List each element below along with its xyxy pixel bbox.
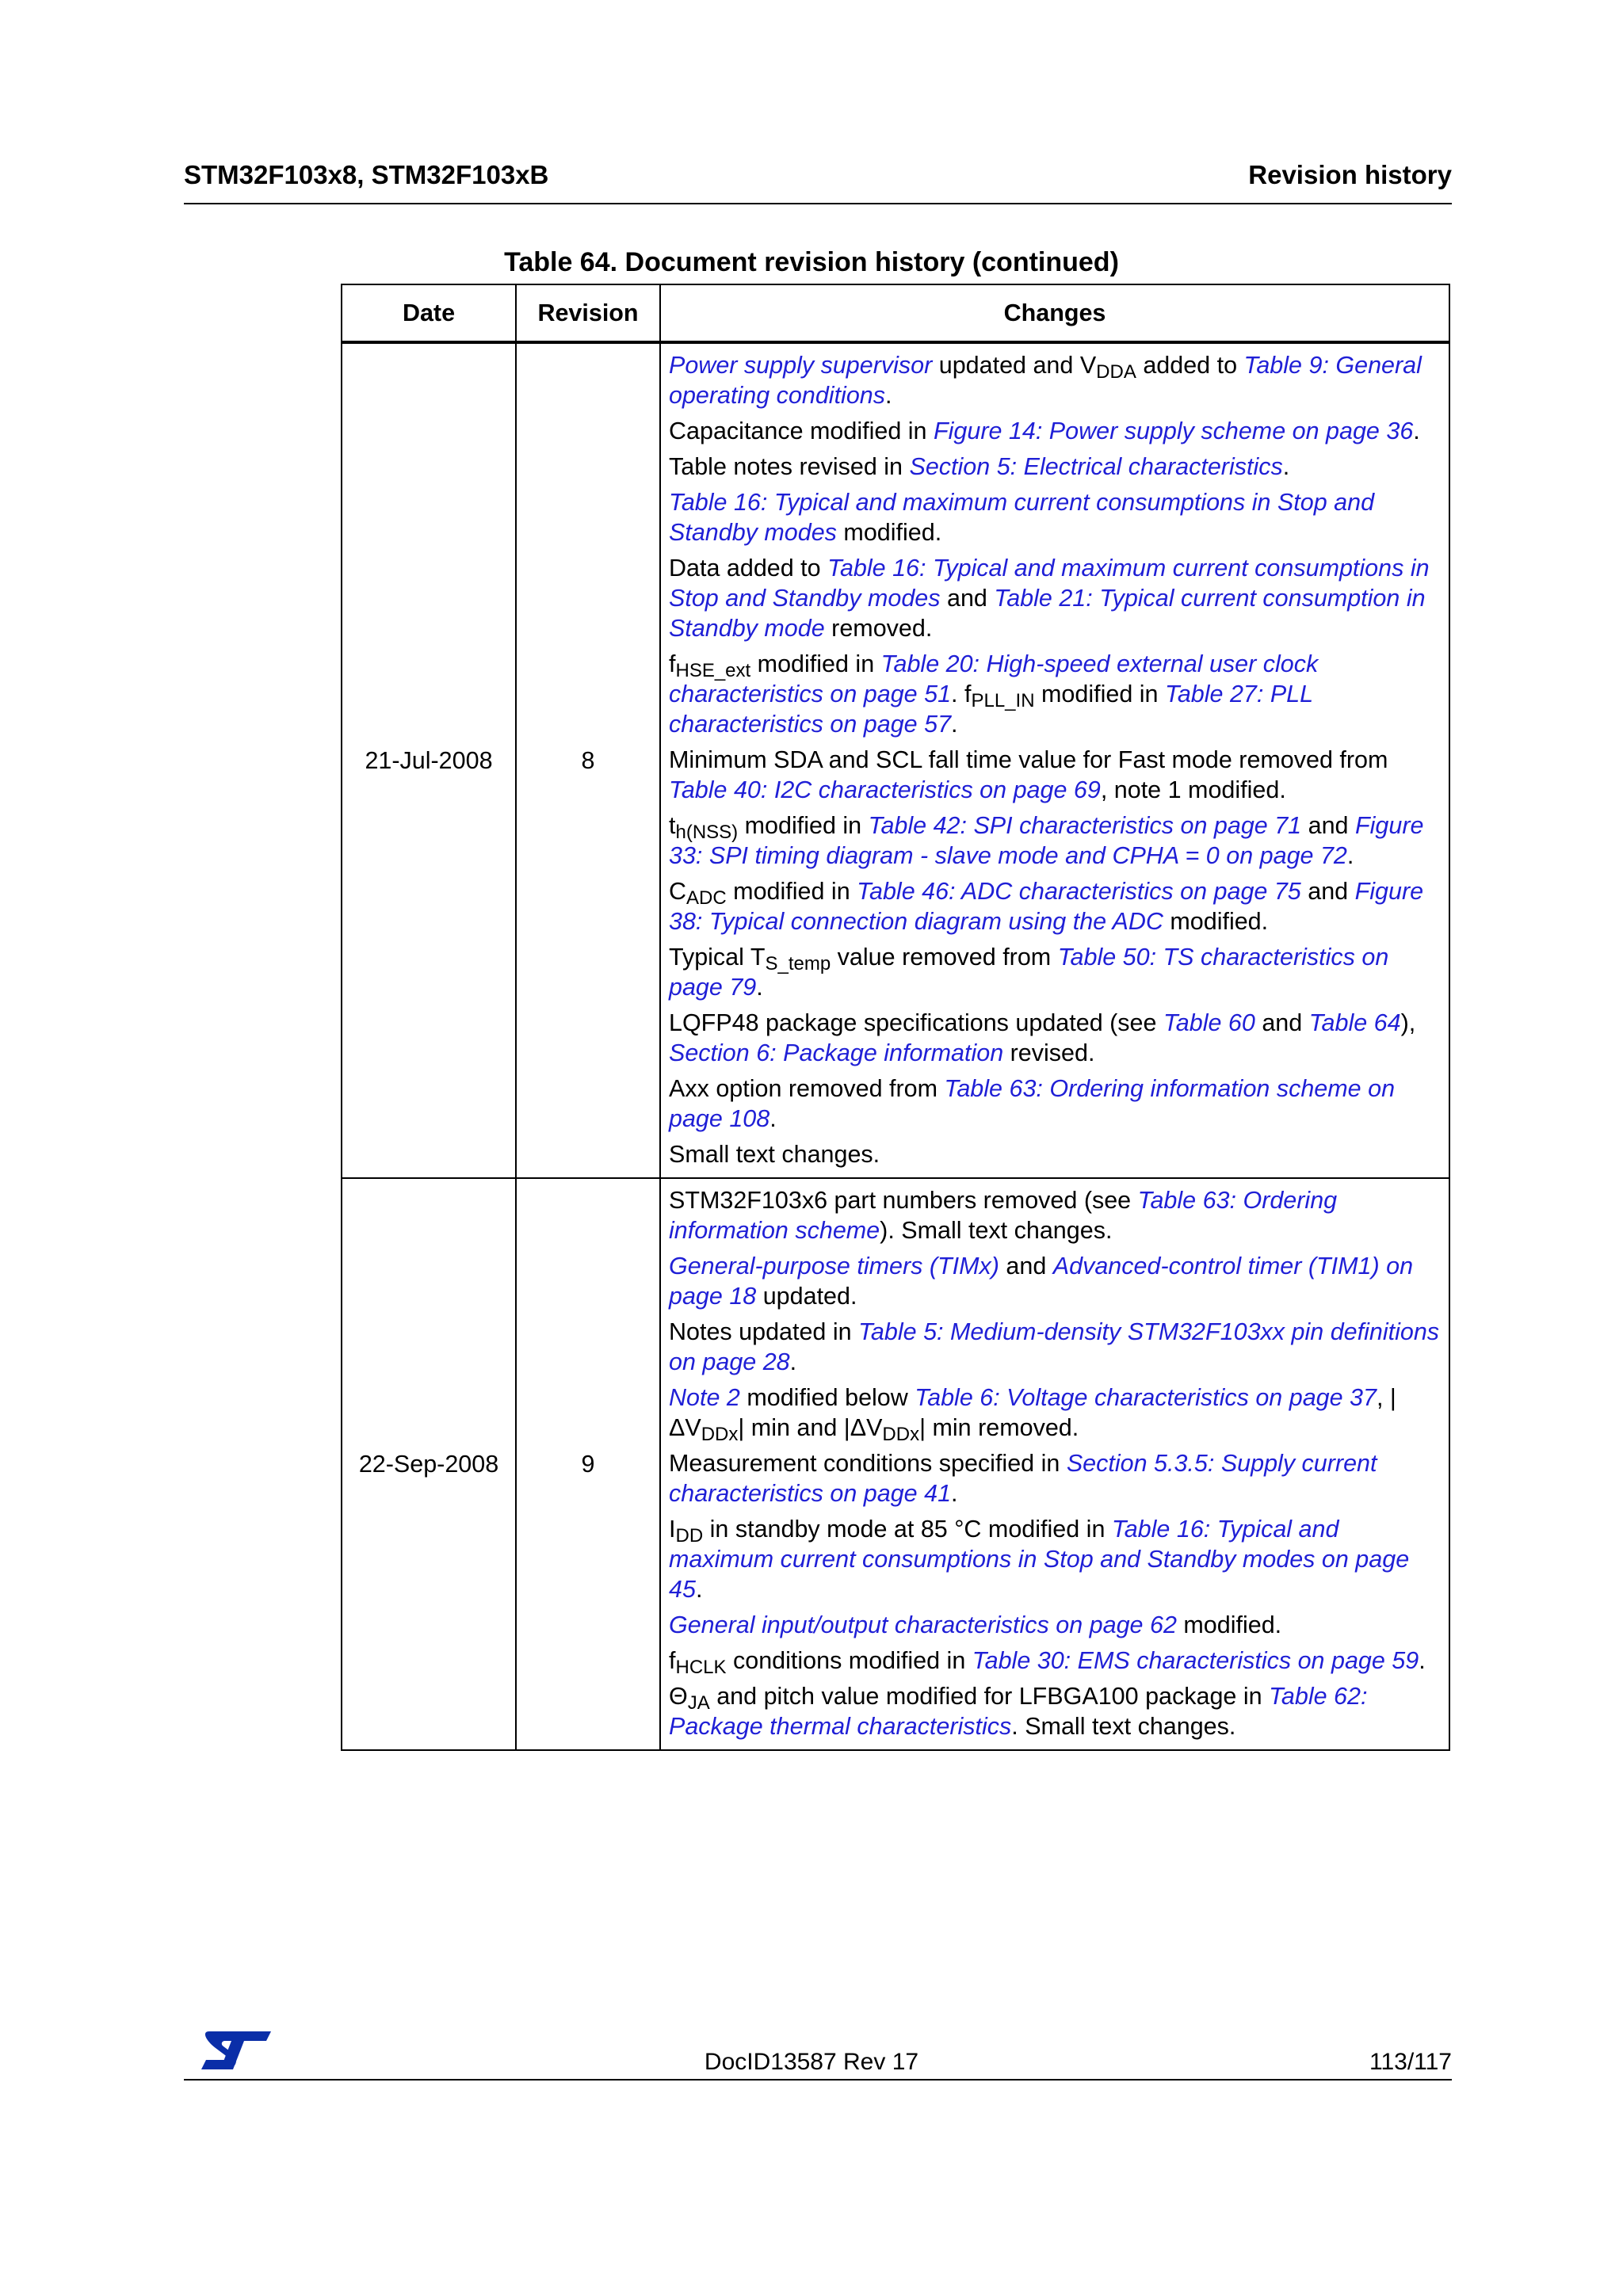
row-revision: 8 (516, 342, 660, 1178)
cross-reference-link[interactable]: Table 6: Voltage characteristics on page 37 (915, 1384, 1377, 1411)
subscript: DDx (701, 1424, 739, 1445)
cross-reference-link[interactable]: Table 46: ADC characteristics on page 75 (857, 878, 1301, 905)
cross-reference-link[interactable]: Table 5: Medium-density STM32F103xx pin definitions on page 28 (669, 1318, 1440, 1375)
row-date: 21-Jul-2008 (342, 342, 516, 1178)
change-entry: Minimum SDA and SCL fall time value for Fast mode removed from Table 40: I2C characteristics on page 69, note 1 modified. (669, 746, 1388, 803)
change-entry: Small text changes. (669, 1141, 880, 1168)
column-header-revision: Revision (516, 284, 660, 342)
subscript: HSE_ext (675, 660, 751, 681)
change-entry: Power supply supervisor updated and $V_{DDA}$ added to Table 9: General operating conditions. (669, 352, 1422, 409)
row-revision: 9 (516, 1178, 660, 1750)
change-entry: Capacitance modified in Figure 14: Power supply scheme on page 36. (669, 418, 1420, 444)
table-header-row (342, 284, 1449, 342)
cross-reference-link[interactable]: Table 40: I2C characteristics on page 69 (669, 776, 1101, 803)
cross-reference-link[interactable]: Table 60 (1163, 1009, 1255, 1036)
change-entry: $f_{HCLK}$ conditions modified in Table 30: EMS characteristics on page 59. (669, 1647, 1426, 1678)
row-changes (660, 342, 1449, 1178)
cross-reference-link[interactable]: Table 63: Ordering information scheme (669, 1187, 1338, 1244)
subscript: DDA (1096, 361, 1136, 383)
change-entry: General-purpose timers (TIMx) and Advanced-control timer (TIM1) on page 18 updated. (669, 1253, 1414, 1310)
table-row (342, 1178, 1449, 1750)
change-entry: Table 16: Typical and maximum current consumptions in Stop and Standby modes modified. (669, 489, 1375, 546)
change-entry: General input/output characteristics on page 62 modified. (669, 1611, 1282, 1638)
change-entry: Notes updated in Table 5: Medium-density STM32F103xx pin definitions on page 28. (669, 1318, 1440, 1375)
change-entry: STM32F103x6 part numbers removed (see Table 63: Ordering information scheme). Small text changes. (669, 1187, 1338, 1244)
column-header-date: Date (342, 284, 516, 342)
subscript: DD (675, 1525, 704, 1547)
change-entry: Data added to Table 16: Typical and maximum current consumptions in Stop and Standby modes and Table 21: Typical current consumption in Standby mode removed. (669, 555, 1430, 642)
cross-reference-link[interactable]: Figure 38: Typical connection diagram using the ADC (669, 878, 1424, 935)
change-entry: $t_{h(NSS)}$ modified in Table 42: SPI characteristics on page 71 and Figure 33: SPI timing diagram - slave mode and CPHA = 0 on page 72. (669, 812, 1424, 869)
change-entry: Typical $T_{S\_temp}$ value removed from Table 50: TS characteristics on page 79. (669, 944, 1389, 1001)
subscript: ADC (686, 887, 727, 909)
header-part-numbers: STM32F103x8, STM32F103xB (184, 160, 549, 189)
cross-reference-link[interactable]: Figure 14: Power supply scheme on page 36 (934, 418, 1414, 444)
cross-reference-link[interactable]: Section 6: Package information (669, 1039, 1004, 1066)
cross-reference-link[interactable]: Table 50: TS characteristics on page 79 (669, 944, 1389, 1001)
cross-reference-link[interactable]: Table 42: SPI characteristics on page 71 (868, 812, 1302, 839)
subscript: PLL_IN (971, 690, 1035, 711)
revision-history-table (341, 284, 1450, 1751)
subscript: S_temp (765, 953, 831, 974)
cross-reference-link[interactable]: Figure 33: SPI timing diagram - slave mode and CPHA = 0 on page 72 (669, 812, 1424, 869)
cross-reference-link[interactable]: Table 16: Typical and maximum current consumptions in Stop and Standby modes (669, 489, 1375, 546)
row-changes (660, 1178, 1449, 1750)
change-entry: $\Theta_{JA}$ and pitch value modified for LFBGA100 package in Table 62: Package thermal characteristics. Small text changes. (669, 1683, 1368, 1740)
change-entry: $I_{DD}$ in standby mode at 85 °C modified in Table 16: Typical and maximum current consumptions in Stop and Standby modes on page 45. (669, 1516, 1410, 1603)
cross-reference-link[interactable]: Section 5: Electrical characteristics (909, 453, 1283, 480)
cross-reference-link[interactable]: Table 62: Package thermal characteristics (669, 1683, 1368, 1740)
header-section-title: Revision history (1248, 160, 1452, 189)
subscript: HCLK (675, 1657, 727, 1678)
subscript: DDx (882, 1424, 920, 1445)
cross-reference-link[interactable]: Advanced-control timer (TIM1) on page 18 (669, 1253, 1414, 1310)
subscript: h(NSS) (675, 822, 739, 843)
footer-rule (184, 2079, 1452, 2081)
change-entry: Axx option removed from Table 63: Ordering information scheme on page 108. (669, 1075, 1396, 1132)
footer-document-id: DocID13587 Rev 17 (704, 2049, 919, 2075)
change-entry: $f_{HSE\_ext}$ modified in Table 20: High-speed external user clock characteristics on page 51. $f_{PLL\_IN}$ modified in Table 27: PLL characteristics on page 57. (669, 650, 1319, 738)
cross-reference-link[interactable]: Power supply supervisor (669, 352, 933, 379)
cross-reference-link[interactable]: Table 16: Typical and maximum current consumptions in Stop and Standby modes on page 45 (669, 1516, 1410, 1603)
cross-reference-link[interactable]: Table 21: Typical current consumption in Standby mode (669, 585, 1426, 642)
footer-page-number: 113/117 (1369, 2049, 1452, 2075)
cross-reference-link[interactable]: Section 5.3.5: Supply current characteristics on page 41 (669, 1450, 1377, 1507)
row-date: 22-Sep-2008 (342, 1178, 516, 1750)
cross-reference-link[interactable]: Table 16: Typical and maximum current consumptions in Stop and Standby modes (669, 555, 1430, 612)
change-entry: Table notes revised in Section 5: Electrical characteristics. (669, 453, 1290, 480)
change-entry: $C_{ADC}$ modified in Table 46: ADC characteristics on page 75 and Figure 38: Typical connection diagram using the ADC modified. (669, 878, 1424, 935)
cross-reference-link[interactable]: Table 9: General operating conditions (669, 352, 1422, 409)
cross-reference-link[interactable]: General input/output characteristics on page 62 (669, 1611, 1177, 1638)
change-entry: LQFP48 package specifications updated (see Table 60 and Table 64), Section 6: Package information revised. (669, 1009, 1416, 1066)
cross-reference-link[interactable]: General-purpose timers (TIMx) (669, 1253, 999, 1280)
cross-reference-link[interactable]: Table 63: Ordering information scheme on page 108 (669, 1075, 1396, 1132)
column-header-changes: Changes (660, 284, 1449, 342)
change-entry: Note 2 modified below Table 6: Voltage characteristics on page 37, $|\Delta V_{DDx}|$ min and $|\Delta V_{DDx}|$ min removed. (669, 1384, 1396, 1445)
cross-reference-link[interactable]: Table 64 (1308, 1009, 1401, 1036)
cross-reference-link[interactable]: Table 30: EMS characteristics on page 59 (972, 1647, 1419, 1674)
cross-reference-link[interactable]: Table 27: PLL characteristics on page 57 (669, 681, 1313, 738)
table-row (342, 342, 1449, 1178)
table-title: Table 64. Document revision history (continued) (504, 247, 1119, 277)
cross-reference-link[interactable]: Table 20: High-speed external user clock characteristics on page 51 (669, 650, 1319, 707)
subscript: JA (687, 1692, 710, 1714)
cross-reference-link[interactable]: Note 2 (669, 1384, 740, 1411)
header-rule (184, 203, 1452, 204)
change-entry: Measurement conditions specified in Section 5.3.5: Supply current characteristics on page 41. (669, 1450, 1377, 1507)
